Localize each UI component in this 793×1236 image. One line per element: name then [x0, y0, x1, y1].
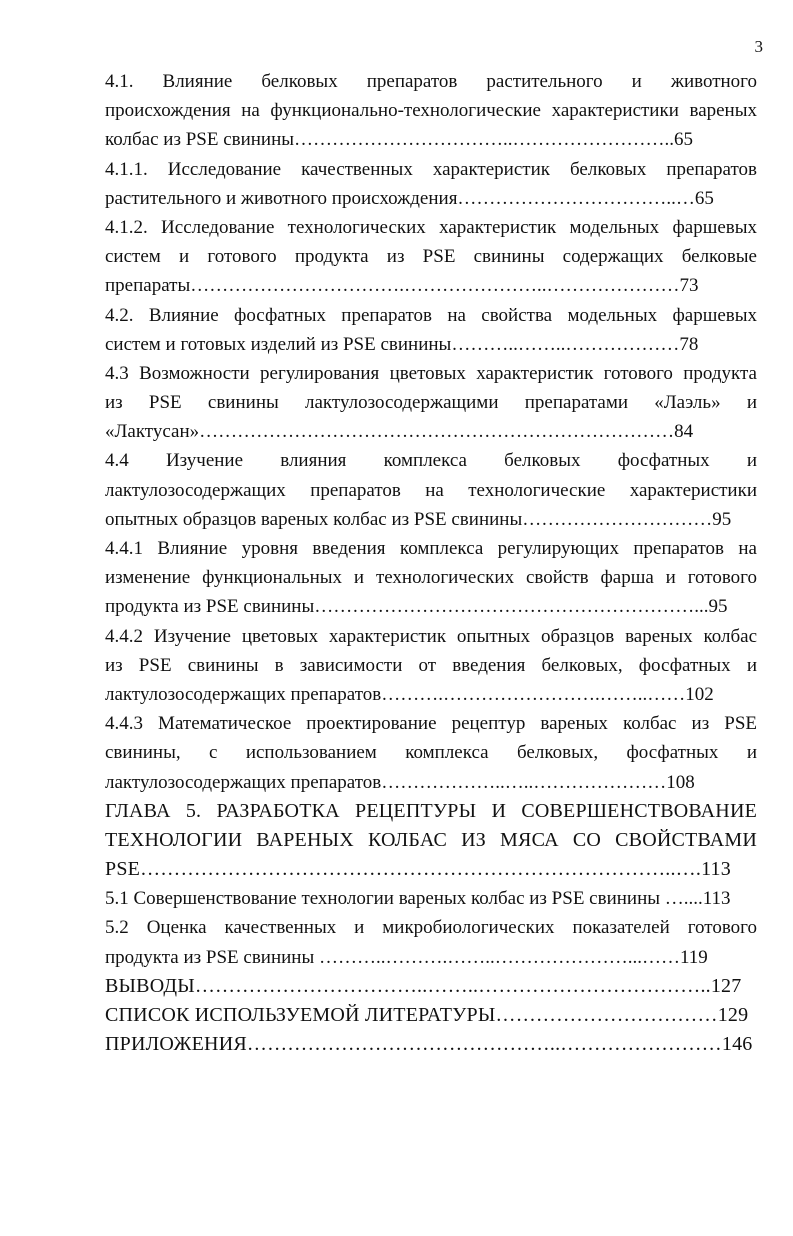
toc-line: 4.4 Изучение влияния комплекса белковых фосфатных и [105, 450, 757, 472]
toc-line: продукта из PSE свинины……………………………………………………...95 [105, 596, 728, 618]
toc-line: лактулозосодержащих препаратов……….…………………….……..……102 [105, 683, 714, 705]
toc-line: препараты…………………………….…………………..…………………73 [105, 275, 699, 297]
toc-line: колбас из PSE свинины……………………………..……………………..65 [105, 129, 694, 151]
toc-line: СПИСОК ИСПОЛЬЗУЕМОЙ ЛИТЕРАТУРЫ……………………………129 [105, 1004, 749, 1026]
toc-line: 4.2. Влияние фосфатных препаратов на свойства модельных фаршевых [105, 304, 757, 326]
table-of-contents [105, 67, 757, 1059]
toc-line: продукта из PSE свинины ………..……….……..…………………...……119 [105, 946, 708, 968]
toc-line: 4.4.3 Математическое проектирование рецептур вареных колбас из PSE [105, 713, 757, 735]
toc-line: 4.1.1. Исследование качественных характеристик белковых препаратов [105, 158, 757, 180]
page-number: 3 [754, 37, 763, 56]
toc-line: опытных образцов вареных колбас из PSE свинины…………………………95 [105, 508, 732, 530]
toc-line: изменение функциональных и технологических свойств фарша и готового [105, 567, 757, 589]
toc-line: ГЛАВА 5. РАЗРАБОТКА РЕЦЕПТУРЫ И СОВЕРШЕНСТВОВАНИЕ [105, 799, 757, 822]
toc-line: из PSE свинины в зависимости от введения белковых, фосфатных и [105, 654, 757, 676]
toc-line: из PSE свинины лактулозосодержащими препаратами «Лаэль» и [105, 392, 757, 414]
toc-line: PSE……………………………………………………………………..….113 [105, 858, 731, 881]
toc-line: лактулозосодержащих препаратов………………..…..…………………108 [105, 771, 695, 793]
toc-line: 5.2 Оценка качественных и микробиологических показателей готового [105, 917, 757, 939]
toc-line: ПРИЛОЖЕНИЯ………………………………………..……………………146 [105, 1033, 753, 1056]
toc-line: ВЫВОДЫ……………………………..……..……………………………..127 [105, 974, 742, 997]
toc-line: лактулозосодержащих препаратов на технологические характеристики [105, 479, 757, 501]
toc-line: растительного и животного происхождения……………………………..…65 [105, 187, 714, 209]
toc-line: систем и готовых изделий из PSE свинины………..……..………………78 [105, 333, 699, 355]
toc-line: свинины, с использованием комплекса белковых, фосфатных и [105, 742, 757, 764]
toc-line: «Лактусан»…………………………………………………………………84 [105, 421, 694, 443]
toc-line: 5.1 Совершенствование технологии вареных колбас из PSE свинины …....113 [105, 888, 731, 910]
toc-line: 4.4.1 Влияние уровня введения комплекса регулирующих препаратов на [105, 538, 757, 559]
toc-line: 4.1.2. Исследование технологических характеристик модельных фаршевых [105, 216, 757, 238]
toc-line: 4.1. Влияние белковых препаратов растительного и животного [105, 71, 757, 92]
toc-line: ТЕХНОЛОГИИ ВАРЕНЫХ КОЛБАС ИЗ МЯСА СО СВОЙСТВАМИ [105, 828, 757, 851]
toc-line: происхождения на функционально-технологические характеристики вареных [105, 100, 757, 122]
toc-line: 4.3 Возможности регулирования цветовых характеристик готового продукта [105, 362, 757, 384]
toc-line: систем и готового продукта из PSE свинины содержащих белковые [105, 246, 757, 268]
toc-line: 4.4.2 Изучение цветовых характеристик опытных образцов вареных колбас [105, 625, 757, 647]
